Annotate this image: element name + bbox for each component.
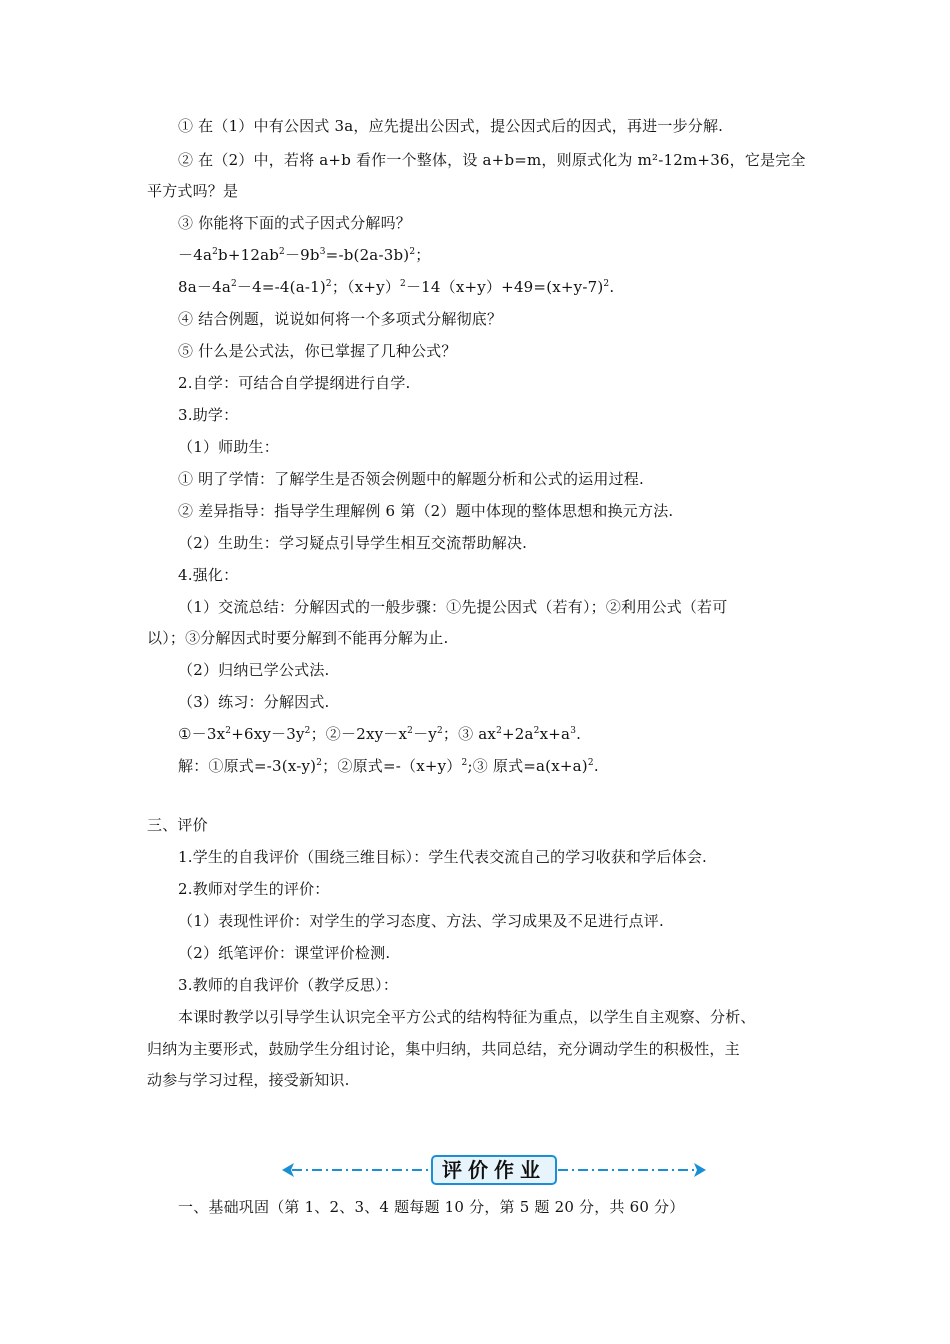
text-line: 一、基础巩固（第 1、2、3、4 题每题 10 分，第 5 题 20 分，共 60 分） (178, 1198, 685, 1216)
text-line: ④ 结合例题，说说如何将一个多项式分解彻底？ (178, 310, 503, 328)
text-line: ① 在（1）中有公因式 3a，应先提出公因式，提公因式后的因式，再进一步分解. (178, 117, 724, 135)
math-line: 解：①原式$=-3(x-y)^2$；②原式$=-(x+y)^2;③$ 原式$=a(x+a)^2$. (178, 757, 599, 775)
text-line: 4.强化： (178, 566, 239, 584)
text-line: ① 明了学情：了解学生是否领会例题中的解题分析和公式的运用过程. (178, 470, 644, 488)
text-line: （1）表现性评价：对学生的学习态度、方法、学习成果及不足进行点评. (178, 912, 664, 930)
text-line: ② 差异指导：指导学生理解例 6 第（2）题中体现的整体思想和换元方法. (178, 502, 674, 520)
math-line: $8a-4a^2-4=-4(a-1)^2$；$(x+y)^2-14(x+y)+49=(x+y-7)^2$. (178, 278, 615, 296)
math-line: $①-3x^2+6xy-3y^2$；$②-2xy-x^2-y^2$；③ $ax^2+2a^2x+a^3$. (178, 725, 582, 743)
text-line: 本课时教学以引导学生认识完全平方公式的结构特征为重点，以学生自主观察、分析、 (178, 1008, 756, 1026)
text-line: ③ 你能将下面的式子因式分解吗？ (178, 214, 411, 232)
text-line: （2）纸笔评价：课堂评价检测. (178, 944, 391, 962)
section-banner (282, 1150, 706, 1190)
text-line: 2.教师对学生的评价： (178, 880, 330, 898)
banner-title: 评价作业 (442, 1158, 546, 1182)
text-line: 以）；③分解因式时要分解到不能再分解为止. (147, 629, 449, 647)
math-line: $-4a^2b+12ab^2-9b^3=-b(2a-3b)^2$； (178, 246, 431, 264)
text-line: （3）练习：分解因式. (178, 693, 330, 711)
text-line: （1）交流总结：分解因式的一般步骤：①先提公因式（若有）；②利用公式（若可 (178, 598, 728, 616)
text-line: 3.教师的自我评价（教学反思）： (178, 976, 399, 994)
text-line: 平方式吗？是 (147, 182, 239, 200)
section-heading: 三、评价 (147, 816, 208, 834)
text-line: ② 在（2）中，若将 a+b 看作一个整体，设 a+b=m，则原式化为 m²-12m+36，它是完全 (178, 151, 806, 169)
text-line: 3.助学： (178, 406, 239, 424)
text-line: （2）生助生：学习疑点引导学生相互交流帮助解决. (178, 534, 528, 552)
text-line: （1）师助生： (178, 438, 279, 456)
text-line: （2）归纳已学公式法. (178, 661, 330, 679)
text-line: 归纳为主要形式，鼓励学生分组讨论，集中归纳，共同总结，充分调动学生的积极性，主 (147, 1040, 740, 1058)
text-line: 动参与学习过程，接受新知识. (147, 1071, 350, 1089)
text-line: ⑤ 什么是公式法，你已掌握了几种公式？ (178, 342, 457, 360)
text-line: 2.自学：可结合自学提纲进行自学. (178, 374, 411, 392)
text-line: 1.学生的自我评价（围绕三维目标）：学生代表交流自己的学习收获和学后体会. (178, 848, 707, 866)
